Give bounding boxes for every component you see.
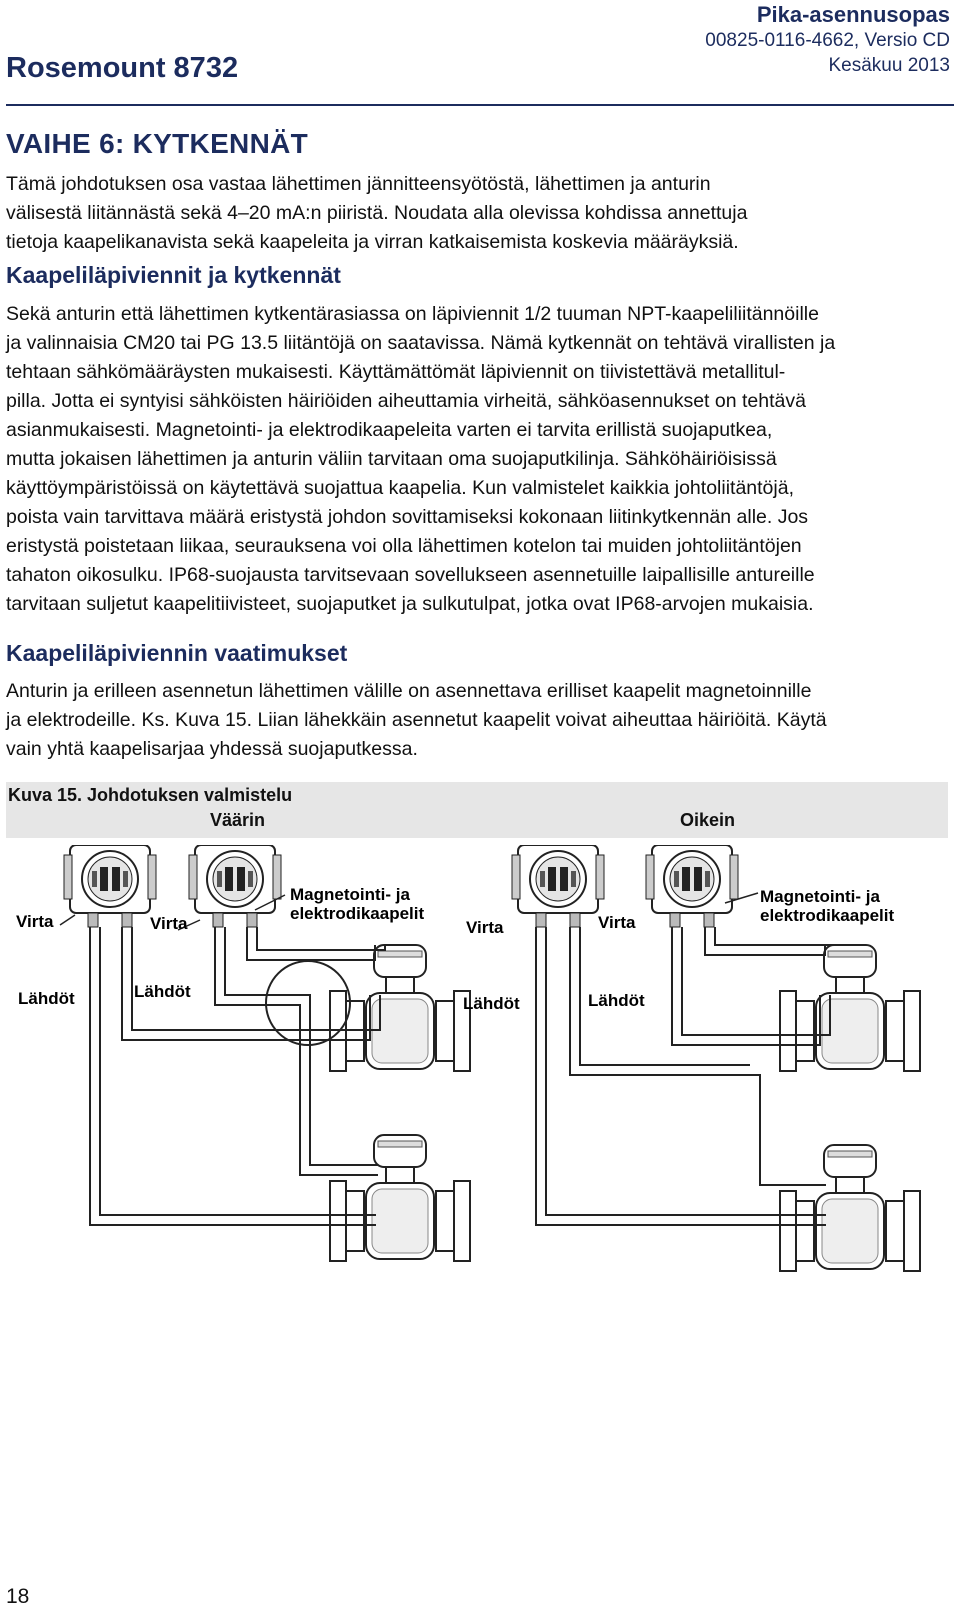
product-name: Rosemount 8732	[6, 52, 239, 84]
text-line: tarvitaan suljetut kaapelitiivisteet, suojaputket ja sulkutulpat, jotka ovat IP68-arvojen mukaisia.	[6, 593, 814, 615]
text-line: Tämä johdotuksen osa vastaa lähettimen jännitteensyötöstä, lähettimen ja anturin	[6, 173, 711, 195]
wrong-example	[16, 845, 470, 1261]
transmitter-icon	[512, 845, 604, 927]
figure-caption: Kuva 15. Johdotuksen valmistelu	[8, 785, 293, 805]
outputs-label: Lähdöt	[134, 982, 191, 1001]
text-line: ja elektrodeille. Ks. Kuva 15. Liian lähekkäin asennetut kaapelit voivat aiheuttaa häiriöitä. Käytä	[6, 709, 827, 731]
transmitter-icon	[646, 845, 738, 927]
step-title: VAIHE 6: KYTKENNÄT	[6, 128, 309, 159]
document-number: 00825-0116-4662, Versio CD	[705, 30, 950, 51]
cable-label-line2: elektrodikaapelit	[290, 904, 425, 923]
document-date: Kesäkuu 2013	[828, 55, 950, 76]
outputs-label: Lähdöt	[18, 989, 75, 1008]
sensor-icon	[330, 945, 470, 1071]
header-divider	[6, 104, 954, 106]
cable-label-line2: elektrodikaapelit	[760, 906, 895, 925]
power-label: Virta	[598, 913, 636, 932]
text-line: tehtaan sähkömääräysten mukaisesti. Käyttämättömät läpiviennit on tiivistettävä metallitul-	[6, 361, 786, 383]
transmitter-icon	[64, 845, 156, 927]
text-line: pilla. Jotta ei syntyisi sähköisten häiriöiden aiheuttamia virheitä, sähköasennukset on tehtävä	[6, 390, 806, 412]
text-line: tietoja kaapelikanavista sekä kaapeleita ja virran katkaisemista koskevia määräyksiä.	[6, 231, 739, 253]
wiring-diagram	[0, 845, 960, 1575]
section-cable-entries-text	[6, 300, 956, 619]
wrong-label: Väärin	[210, 810, 266, 830]
conduit-lines	[536, 927, 835, 1225]
power-label: Virta	[466, 918, 504, 937]
section-heading-cable-entries: Kaapeliläpiviennit ja kytkennät	[6, 262, 341, 288]
power-label: Virta	[150, 914, 188, 933]
text-line: mutta jokaisen lähettimen ja anturin väliin tarvitaan oma suojaputkilinja. Sähköhäiriöisissä	[6, 448, 777, 470]
document-info	[705, 2, 950, 78]
intro-paragraph	[6, 170, 956, 257]
text-line: eristystä poistetaan liikaa, seurauksena voi olla lähettimen kotelon tai muiden johtoliitäntöjen	[6, 535, 802, 557]
text-line: Anturin ja erilleen asennetun lähettimen välille on asennettava erilliset kaapelit magnetoinnille	[6, 680, 812, 702]
page-number: 18	[6, 1585, 30, 1608]
section-requirements-text	[6, 677, 956, 764]
text-line: asianmukaisesti. Magnetointi- ja elektrodikaapeleita varten ei tarvita erillistä suojaputkea,	[6, 419, 773, 441]
text-line: Sekä anturin että lähettimen kytkentärasiassa on läpiviennit 1/2 tuuman NPT-kaapeliliitännöille	[6, 303, 819, 325]
text-line: vain yhtä kaapelisarjaa yhdessä suojaputkessa.	[6, 738, 418, 760]
cable-label-line1: Magnetointi- ja	[290, 885, 410, 904]
text-line: poista vain tarvittava määrä eristystä johdon sovittamiseksi kokonaan liitinkytkennän alle. Jos	[6, 506, 809, 528]
section-heading-requirements: Kaapeliläpiviennin vaatimukset	[6, 640, 348, 666]
text-line: tahaton oikosulku. IP68-suojausta tarvitsevaan sovellukseen asennetuille laipallisille antureille	[6, 564, 815, 586]
sensor-icon	[330, 1135, 470, 1261]
right-example	[463, 845, 920, 1271]
transmitter-icon	[189, 845, 281, 927]
sensor-icon	[780, 945, 920, 1071]
outputs-label: Lähdöt	[588, 991, 645, 1010]
text-line: käyttöympäristöissä on käytettävä suojattua kaapelia. Kun valmistelet kaikkia johtoliitäntöjä,	[6, 477, 794, 499]
document-type: Pika-asennusopas	[756, 2, 950, 27]
right-label: Oikein	[680, 810, 736, 830]
text-line: ja valinnaisia CM20 tai PG 13.5 liitäntöjä on saatavissa. Nämä kytkennät on tehtävä virallisten ja	[6, 332, 836, 354]
outputs-label: Lähdöt	[463, 994, 520, 1013]
power-label: Virta	[16, 912, 54, 931]
text-line: välisestä liitännästä sekä 4–20 mA:n piiristä. Noudata alla olevissa kohdissa annettuja	[6, 202, 748, 224]
cable-label-line1: Magnetointi- ja	[760, 887, 880, 906]
sensor-icon	[780, 1145, 920, 1271]
callout-line	[60, 915, 75, 925]
